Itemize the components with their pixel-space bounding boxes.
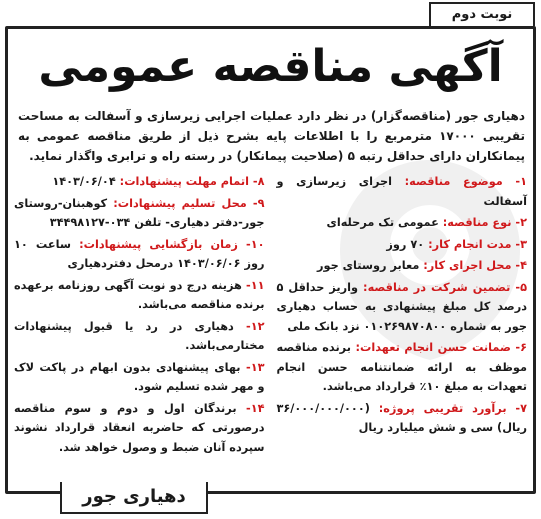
- round-badge: نوبت دوم: [429, 2, 535, 26]
- tender-item-text: واریز حداقل ۵ درصد کل مبلغ پیشنهادی به حساب دهیاری جور به شماره ۰۱۰۲۶۹۸۷۰۸۰۰ نزد بانک ملی: [276, 280, 527, 333]
- details-right-column: [277, 172, 528, 472]
- page-title: آگهی مناقصه عمومی: [38, 41, 503, 92]
- tender-item-text: کوهبنان-روستای جور-دفتر دهیاری- تلفن ۰۳۴-۳۴۴۹۸۱۲۷: [14, 196, 265, 229]
- tender-item-text: معابر روستای جور: [317, 259, 424, 272]
- tender-item: [277, 399, 528, 438]
- tender-item-text: برنده مناقصه موظف به ارائه ضمانتنامه حسن انجام تعهدات به مبلغ ۱۰٪ قرارداد می‌باشد.: [276, 341, 527, 393]
- tender-item-label: ۷- برآورد تقریبی پروژه:: [378, 401, 527, 415]
- tender-item: [277, 213, 528, 233]
- tender-item: [14, 194, 265, 233]
- tender-item: [277, 278, 528, 337]
- tender-item: [14, 276, 265, 315]
- tender-item-label: ۱۰- زمان بازگشایی پیشنهادات:: [79, 237, 265, 251]
- tender-item: [277, 235, 528, 255]
- tender-item-text: ۷۰ روز: [386, 237, 429, 251]
- tender-item-text: عمومی تک مرحله‌ای: [326, 216, 443, 229]
- tender-item-text: دهیاری در رد یا قبول پیشنهادات مختارمی‌باشد.: [14, 319, 265, 352]
- tender-item-label: ۸- اتمام مهلت پیشنهادات:: [119, 175, 265, 188]
- tender-item-label: ۹- محل تسلیم پیشنهادات:: [113, 196, 265, 210]
- tender-item-text: (۳۶/۰۰۰/۰۰۰/۰۰۰ ریال) سی و شش میلیارد ریال: [276, 401, 527, 434]
- tender-item: [14, 399, 265, 458]
- details-left-column: [14, 172, 265, 472]
- tender-item: [14, 172, 265, 192]
- tender-item-label: ۵- تضمین شرکت در مناقصه:: [363, 280, 527, 294]
- tender-item: [277, 338, 528, 397]
- tender-item-label: ۳- مدت انجام کار:: [428, 237, 527, 251]
- tender-item: [277, 256, 528, 276]
- tender-item-label: ۱- موضوع مناقصه:: [404, 175, 527, 188]
- tender-item-text: بهای پیشنهادی بدون ابهام در پاکت لاک و مهر شده تسلیم شود.: [14, 360, 265, 393]
- tender-item: [277, 172, 528, 211]
- issuer-name: دهیاری جور: [60, 482, 208, 514]
- tender-item: [14, 235, 265, 274]
- tender-item-text: برندگان اول و دوم و سوم مناقصه درصورتی که حاضربه انعقاد قرارداد نشوند سپرده آنان ضبط و وصول خواهد شد.: [14, 401, 265, 454]
- tender-item-text: اجرای زیرسازی و آسفالت: [276, 175, 527, 208]
- tender-details: [14, 172, 527, 472]
- tender-item-label: ۱۱-: [246, 278, 265, 292]
- tender-item-label: ۱۴-: [246, 401, 265, 415]
- tender-item: [14, 358, 265, 397]
- tender-item-text: ۱۴۰۳/۰۶/۰۴: [52, 175, 120, 188]
- tender-item-text: ساعت ۱۰ روز ۱۴۰۳/۰۶/۰۶ درمحل دفتردهیاری: [14, 237, 265, 270]
- tender-item-label: ۶- ضمانت حسن انجام تعهدات:: [355, 341, 527, 354]
- tender-item-text: هزینه درج دو نوبت آگهی روزنامه برعهده برنده مناقصه می‌باشد.: [14, 278, 265, 311]
- intro-paragraph: دهیاری جور (مناقصه‌گزار) در نظر دارد عملیات اجرایی زیرسازی و آسفالت به مساحت تقریبی ۱۷۰۰۰ مترمربع را با اطلاعات پایه بشرح ذیل از طریق مناقصه عمومی به پیمانکاران دارای حداقل رتبه ۵ (صلاحیت پیمانکار) در رسته راه و ترابری واگذار نماید.: [18, 109, 525, 163]
- tender-item-label: ۲- نوع مناقصه:: [442, 216, 527, 229]
- tender-item-label: ۴- محل اجرای کار:: [423, 259, 527, 272]
- tender-item-label: ۱۲-: [246, 319, 265, 333]
- tender-item-label: ۱۳-: [246, 360, 265, 374]
- tender-item: [14, 317, 265, 356]
